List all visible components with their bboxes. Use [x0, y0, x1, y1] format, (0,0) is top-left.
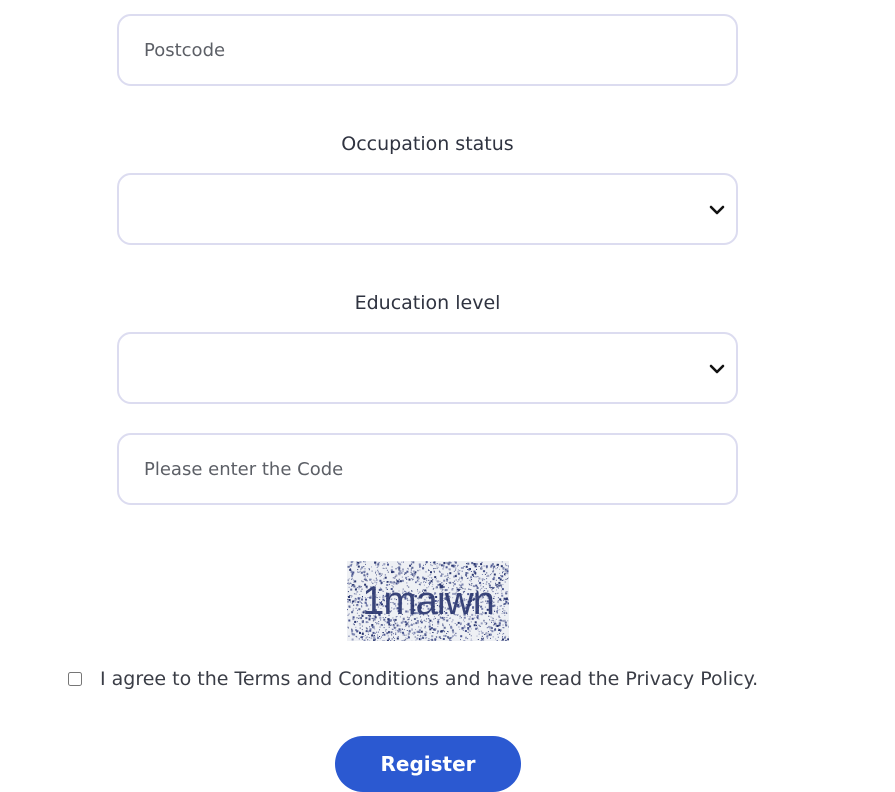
- agreement-row: [68, 666, 758, 692]
- register-button[interactable]: Register: [335, 736, 521, 792]
- agree-checkbox[interactable]: [68, 672, 82, 686]
- code-input[interactable]: [119, 435, 736, 503]
- education-level-label: Education level: [117, 292, 738, 314]
- postcode-input[interactable]: [119, 16, 736, 84]
- captcha-image: [347, 561, 509, 641]
- education-level-select[interactable]: [117, 332, 738, 404]
- agree-text: I agree to the Terms and Conditions and have read the Privacy Policy.: [100, 668, 758, 690]
- captcha-text: 1maiwn: [347, 561, 509, 641]
- postcode-field: [117, 14, 738, 86]
- occupation-status-label: Occupation status: [117, 133, 738, 155]
- occupation-status-select[interactable]: [117, 173, 738, 245]
- chevron-down-icon: [708, 360, 726, 378]
- code-field: [117, 433, 738, 505]
- chevron-down-icon: [708, 201, 726, 219]
